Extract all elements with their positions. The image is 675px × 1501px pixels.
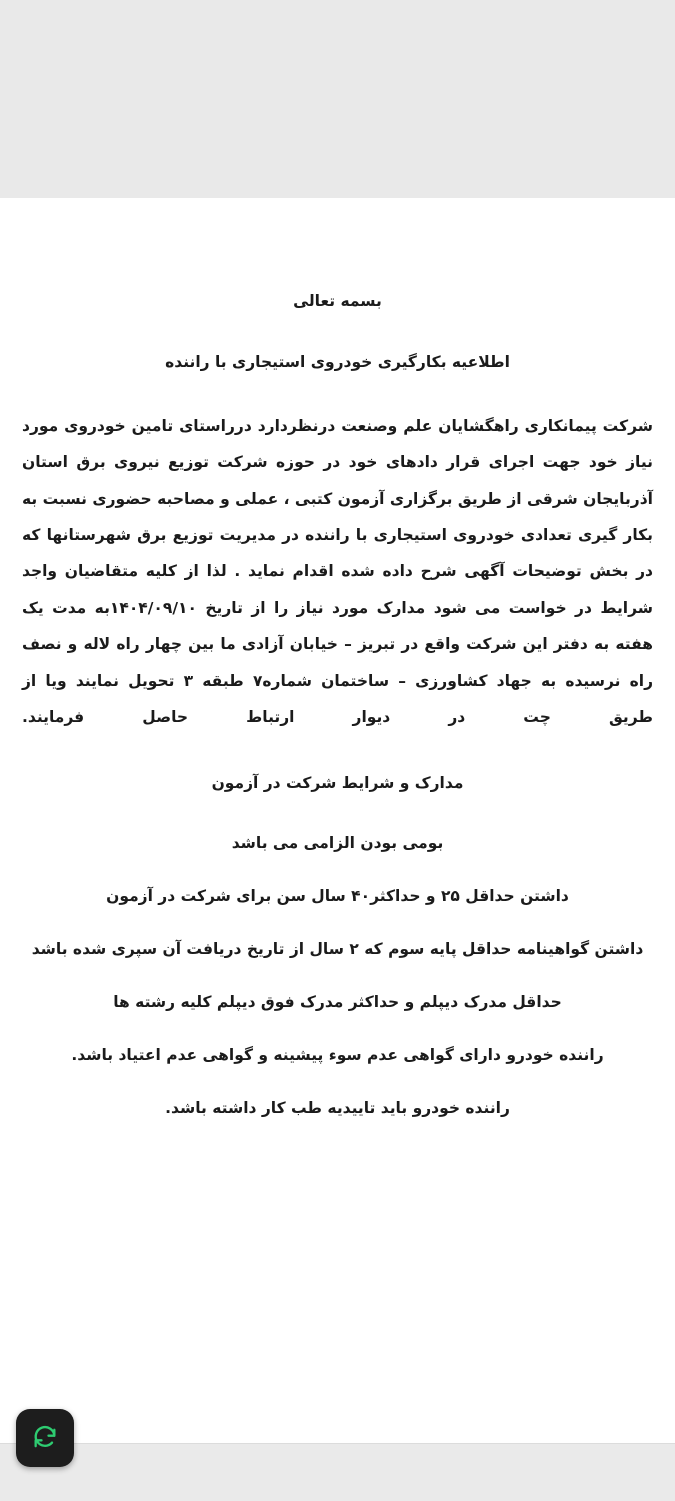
- viewer-bottom-bar: [0, 1443, 675, 1501]
- document-body-paragraph: شرکت پیمانکاری راهگشایان علم وصنعت درنظردارد دررا‌ستای تامین خودروی مورد نیاز خود جهت اجرای قرار دادهای خود در حوزه شرکت توزیع نیروی برق استان آذربایجان شرقی از طریق برگزاری آزمون کتبی ، عملی و مصاحبه حضوری نسبت به بکار گیری تعدادی خودروی استیجاری با راننده در مدیریت توزیع برق شهرستانها که در بخش توضیحات آگهی شرح داده شده اقدام نماید . لذا از کلیه متقاضیان واجد شرایط در خواست می شود مدارک مورد نیاز را از تاریخ ۱۴۰۴/۰۹/۱۰به مدت یک هفته به دفتر این شرکت واقع در تبریز – خیابان آزادی ما بین چهار راه لاله و نصف راه نرسیده به جهاد کشاورزی – ساختمان شماره۷ طبقه ۳ تحویل نمایند ویا از طریق چت در دیوار ارتباط حاصل فرمایند.: [22, 416, 654, 727]
- rotate-icon: [31, 1424, 59, 1452]
- viewer-backdrop-top: [0, 0, 675, 198]
- document-section-title: مدارک و شرایط شرکت در آزمون: [211, 773, 464, 792]
- document-heading: بسمه تعالی: [293, 292, 382, 310]
- document-page: [0, 198, 675, 1443]
- rotate-button[interactable]: [16, 1409, 74, 1467]
- condition-item: داشتن حداقل ۲۵ و حداکثر۴۰ سال سن برای شرکت در آزمون: [106, 887, 569, 906]
- document-title: اطلاعیه بکارگیری خودروی استیجاری با راننده: [165, 352, 510, 371]
- condition-item: داشتن گواهینامه حداقل پایه سوم که ۲ سال از تاریخ دریافت آن سپری شده باشد: [31, 940, 644, 959]
- condition-item: راننده خودرو باید تاییدیه طب کار داشته باشد.: [165, 1098, 510, 1117]
- document-content: [0, 198, 675, 1126]
- condition-item: بومی بودن الزامی می باشد: [231, 834, 444, 853]
- condition-item: حداقل مدرک دیپلم و حداکثر مدرک فوق دیپلم کلیه رشته ها: [113, 993, 562, 1012]
- condition-item: راننده خودرو دارای گواهی عدم سوء پیشینه و گواهی عدم اعتیاد باشد.: [71, 1045, 604, 1064]
